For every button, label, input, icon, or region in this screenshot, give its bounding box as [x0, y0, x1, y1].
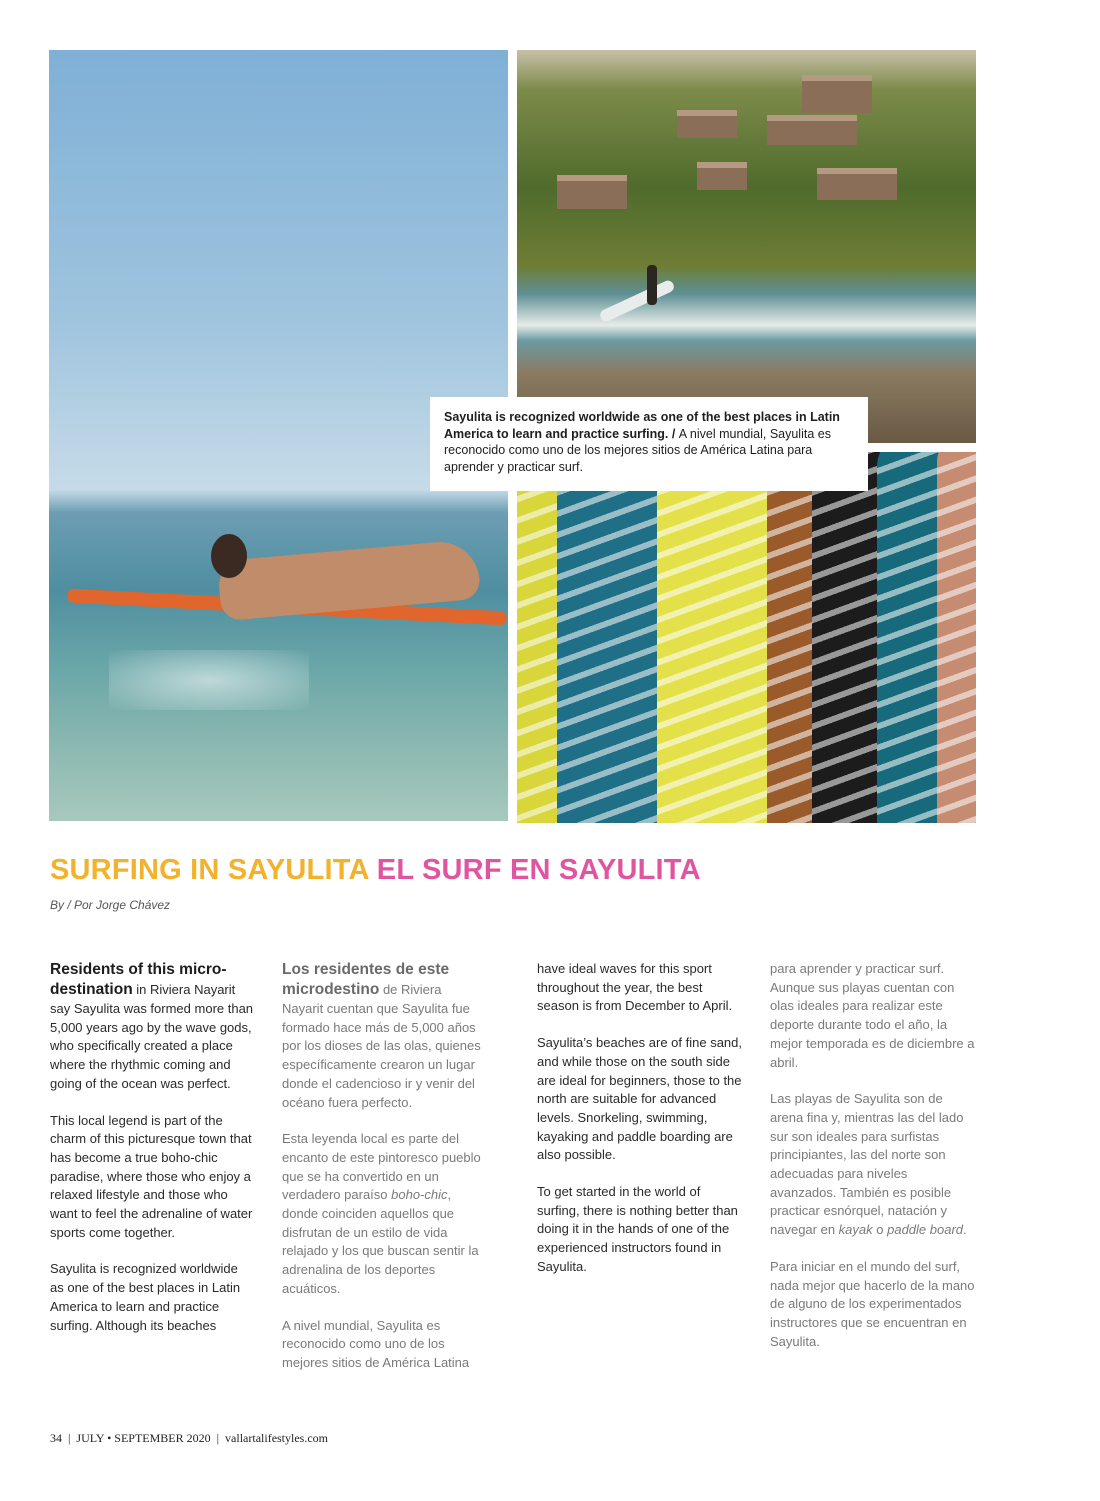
issue-date: JULY • SEPTEMBER 2020: [76, 1431, 211, 1445]
hillside-house: [802, 75, 872, 113]
column-english-1: [50, 960, 255, 1353]
surfboard-tan: [937, 452, 976, 823]
paragraph: Sayulita’s beaches are of fine sand, and while those on the south side are ideal for beginners, those to the north are suitable for advanced levels. Snorkeling, swimming, kayaking and paddle boarding are also possible.: [537, 1035, 743, 1163]
hillside-house: [697, 162, 747, 190]
footer-divider: |: [68, 1431, 71, 1445]
photo-caption: [430, 397, 868, 491]
page-number: 34: [50, 1431, 62, 1445]
hillside-house: [677, 110, 737, 138]
paragraph-text: Esta leyenda local es parte del encanto de este pintoresco pueblo que se ha convertido en un verdadero paraíso: [282, 1131, 481, 1203]
paragraph: [50, 960, 255, 1094]
paragraph-text: .: [963, 1222, 967, 1238]
paragraph-text: o: [872, 1222, 888, 1238]
paragraph-text: in Riviera Nayarit say Sayulita was formed more than 5,000 years ago by the wave gods, who specifically created a place where the rhythmic coming and going of the ocean was perfect.: [50, 982, 254, 1091]
surfboard-teal: [557, 452, 667, 823]
water-reflection: [109, 650, 309, 710]
paragraph-text: de Riviera Nayarit cuentan que Sayulita fue formado hace más de 5,000 años por los dioses de las olas, quienes específicamente crearon un lugar donde el cadencioso ir y venir del océano fuera perfecto.: [282, 982, 481, 1110]
paragraph-text: , donde coinciden aquellos que disfrutan de un estilo de vida relajado y los que buscan sentir la adrenalina de los deportes acuáticos.: [282, 1187, 479, 1296]
byline: By / Por Jorge Chávez: [50, 898, 171, 912]
italic-term: kayak: [838, 1222, 873, 1238]
hillside-house: [767, 115, 857, 145]
paragraph: [770, 1090, 975, 1240]
surfboard-white: [598, 279, 676, 324]
paragraph: A nivel mundial, Sayulita es reconocido como uno de los mejores sitios de América Latina: [282, 1317, 470, 1370]
website-link[interactable]: vallartalifestyles.com: [225, 1431, 329, 1445]
surfer-figure: [647, 265, 657, 305]
surfer-head: [211, 534, 247, 578]
footer-divider: |: [216, 1431, 220, 1445]
lead-in: Residents of this micro-destination: [50, 961, 227, 998]
article-title: [50, 854, 701, 887]
paragraph: To get started in the world of surfing, there is nothing better than doing it in the hands of one of the experienced instructors found in Sayulita.: [537, 1184, 738, 1274]
photo-surfboards: [517, 452, 976, 823]
italic-term: boho-chic: [391, 1187, 448, 1203]
paragraph: para aprender y practicar surf. Aunque sus playas cuentan con olas ideales para realizar este deporte durante todo el año, la mejor temporada es de diciembre a abril.: [770, 961, 975, 1070]
paragraph-text: Las playas de Sayulita son de arena fina y, mientras las del lado sur son ideales para surfistas principiantes, las del norte son adecuadas para niveles avanzados. También es posible practicar esnórquel, natación y navegar en: [770, 1091, 964, 1238]
italic-term: paddle board: [887, 1222, 964, 1238]
caption-english: Sayulita is recognized worldwide as one of the best places in Latin America to learn and practice surfing.: [444, 410, 840, 441]
paragraph: have ideal waves for this sport throughout the year, the best season is from December to April.: [537, 961, 733, 1014]
paragraph: Sayulita is recognized worldwide as one of the best places in Latin America to learn and practice surfing. Although its beaches: [50, 1261, 241, 1333]
surfboard-yellow: [657, 452, 777, 823]
lead-in: Los residentes de este microdestino: [282, 961, 450, 998]
caption-spanish: A nivel mundial, Sayulita es reconocido como uno de los mejores sitios de América Latina para aprender y practicar surf.: [444, 426, 831, 474]
column-spanish-1: [282, 960, 482, 1391]
paragraph: This local legend is part of the charm of this picturesque town that has become a true boho-chic paradise, where those who enjoy a relaxed lifestyle and those who want to feel the adrenaline of water sports come together.: [50, 1112, 253, 1240]
page-footer: [50, 1431, 328, 1446]
column-spanish-2: [770, 960, 975, 1369]
hillside-house: [557, 175, 627, 209]
title-spanish: EL SURF EN SAYULITA: [376, 854, 701, 886]
paragraph: [282, 960, 482, 1112]
photo-hillside-surfer: [517, 50, 976, 443]
caption-separator: /: [668, 426, 679, 441]
paragraph: [282, 1130, 482, 1298]
title-english: SURFING IN SAYULITA: [50, 854, 369, 886]
hillside-house: [817, 168, 897, 200]
paragraph: Para iniciar en el mundo del surf, nada mejor que hacerlo de la mano de alguno de los experimentados instructores que se encuentran en Sayulita.: [770, 1258, 975, 1349]
column-english-2: [537, 960, 742, 1295]
